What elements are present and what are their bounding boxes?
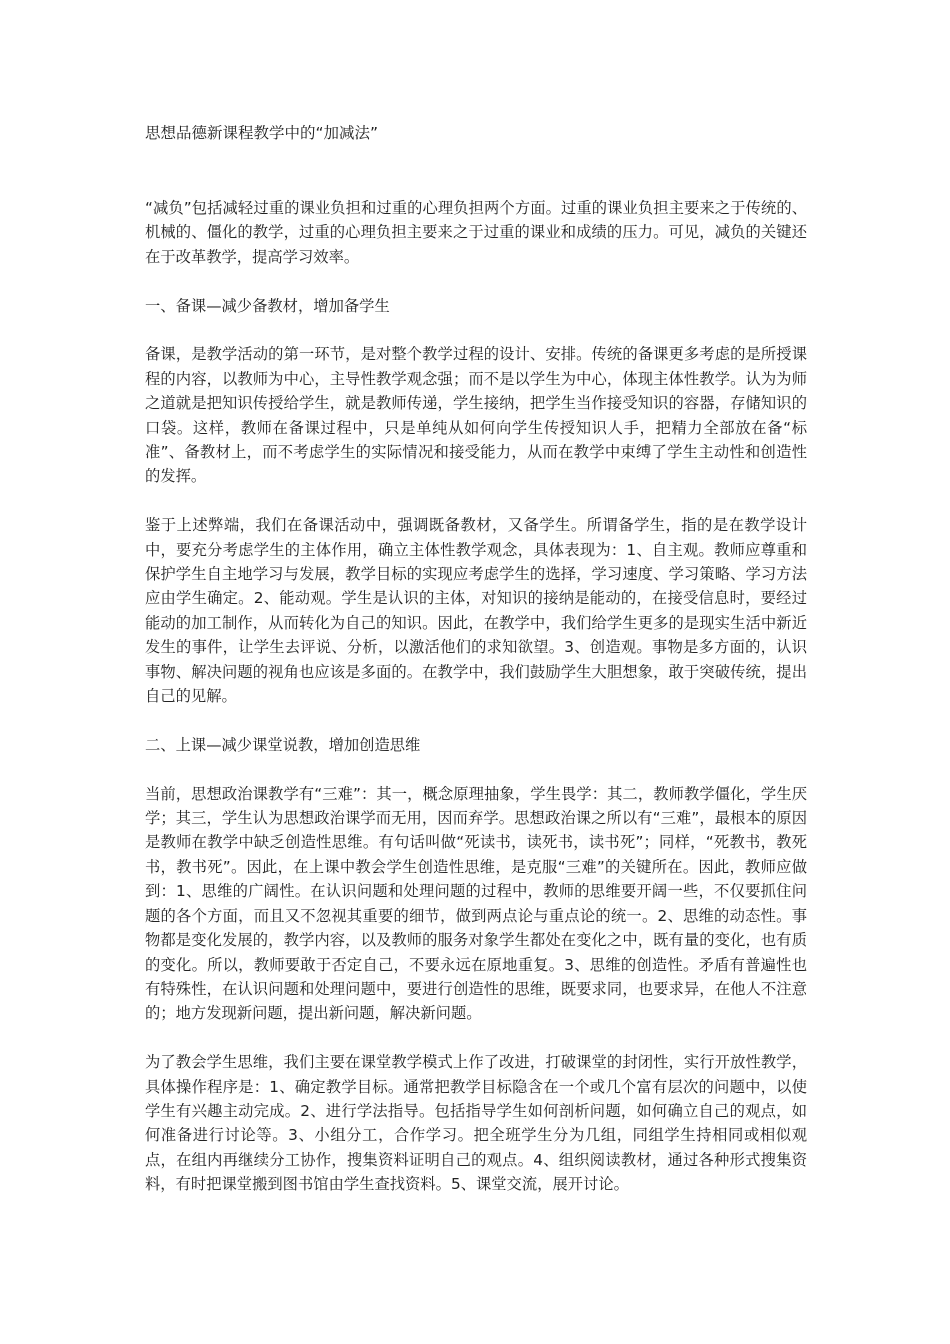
- section-heading-2: 二、上课—减少课堂说教，增加创造思维: [145, 735, 421, 754]
- section-heading-1: 一、备课—减少备教材，增加备学生: [145, 296, 390, 315]
- paragraph-prep-students: 鉴于上述弊端，我们在备课活动中，强调既备教材，又备学生。所谓备学生，指的是在教学设计中，要充分考虑学生的主体作用，确立主体性教学观念，具体表现为：1、自主观。教师应尊重和保护学生自主地学习与发展，教学目标的实现应考虑学生的选择，学习速度、学习策略、学习方法应由学生确定。2、能动观。学生是认识的主体，对知识的接纳是能动的，在接受信息时，要经过能动的加工制作，从而转化为自己的知识。因此，在教学中，我们给学生更多的是现实生活中新近发生的事件，让学生去评说、分析，以激活他们的求知欲望。3、创造观。事物是多方面的，认识事物、解决问题的视角也应该是多面的。在教学中，我们鼓励学生大胆想象，敢于突破传统，提出自己的见解。: [145, 516, 807, 706]
- document-body: [145, 196, 807, 1221]
- document-title: 思想品德新课程教学中的“加减法”: [145, 124, 379, 142]
- paragraph-intro: “减负”包括减轻过重的课业负担和过重的心理负担两个方面。过重的课业负担主要来之于传统的、机械的、僵化的教学，过重的心理负担主要来之于过重的课业和成绩的压力。可见，减负的关键还在于改革教学，提高学习效率。: [145, 199, 807, 266]
- paragraph-lesson-prep: 备课，是教学活动的第一环节，是对整个教学过程的设计、安排。传统的备课更多考虑的是所授课程的内容，以教师为中心，主导性教学观念强；而不是以学生为中心，体现主体性教学。认为为师之道就是把知识传授给学生，就是教师传递，学生接纳，把学生当作接受知识的容器，存储知识的口袋。这样，教师在备课过程中，只是单纯从如何向学生传授知识人手，把精力全部放在备“标准”、备教材上，而不考虑学生的实际情况和接受能力，从而在教学中束缚了学生主动性和创造性的发挥。: [145, 345, 807, 486]
- paragraph-creative-thinking: 当前，思想政治课教学有“三难”：其一，概念原理抽象，学生畏学：其二，教师教学僵化，学生厌学；其三，学生认为思想政治课学而无用，因而弃学。思想政治课之所以有“三难”，最根本的原因是教师在教学中缺乏创造性思维。有句话叫做“死读书，读死书，读书死”；同样，“死教书，教死书，教书死”。因此，在上课中教会学生创造性思维，是克服“三难”的关键所在。因此，教师应做到：1、思维的广阔性。在认识问题和处理问题的过程中，教师的思维要开阔一些，不仅要抓住问题的各个方面，而且又不忽视其重要的细节，做到两点论与重点论的统一。2、思维的动态性。事物都是变化发展的，教学内容，以及教师的服务对象学生都处在变化之中，既有量的变化，也有质的变化。所以，教师要敢于否定自己，不要永远在原地重复。3、思维的创造性。矛盾有普遍性也有特殊性，在认识问题和处理问题中，要进行创造性的思维，既要求同，也要求异，在他人不注意的；地方发现新问题，提出新问题，解决新问题。: [145, 784, 807, 1023]
- paragraph-teaching-model: 为了教会学生思维，我们主要在课堂教学模式上作了改进，打破课堂的封闭性，实行开放性教学，具体操作程序是：1、确定教学目标。通常把教学目标隐含在一个或几个富有层次的问题中，以使学生有兴趣主动完成。2、进行学法指导。包括指导学生如何剖析问题，如何确立自己的观点，如何准备进行讨论等。3、小组分工，合作学习。把全班学生分为几组，同组学生持相同或相似观点，在组内再继续分工协作，搜集资料证明自己的观点。4、组织阅读教材，通过各种形式搜集资料，有时把课堂搬到图书馆由学生查找资料。5、课堂交流，展开讨论。: [145, 1053, 807, 1194]
